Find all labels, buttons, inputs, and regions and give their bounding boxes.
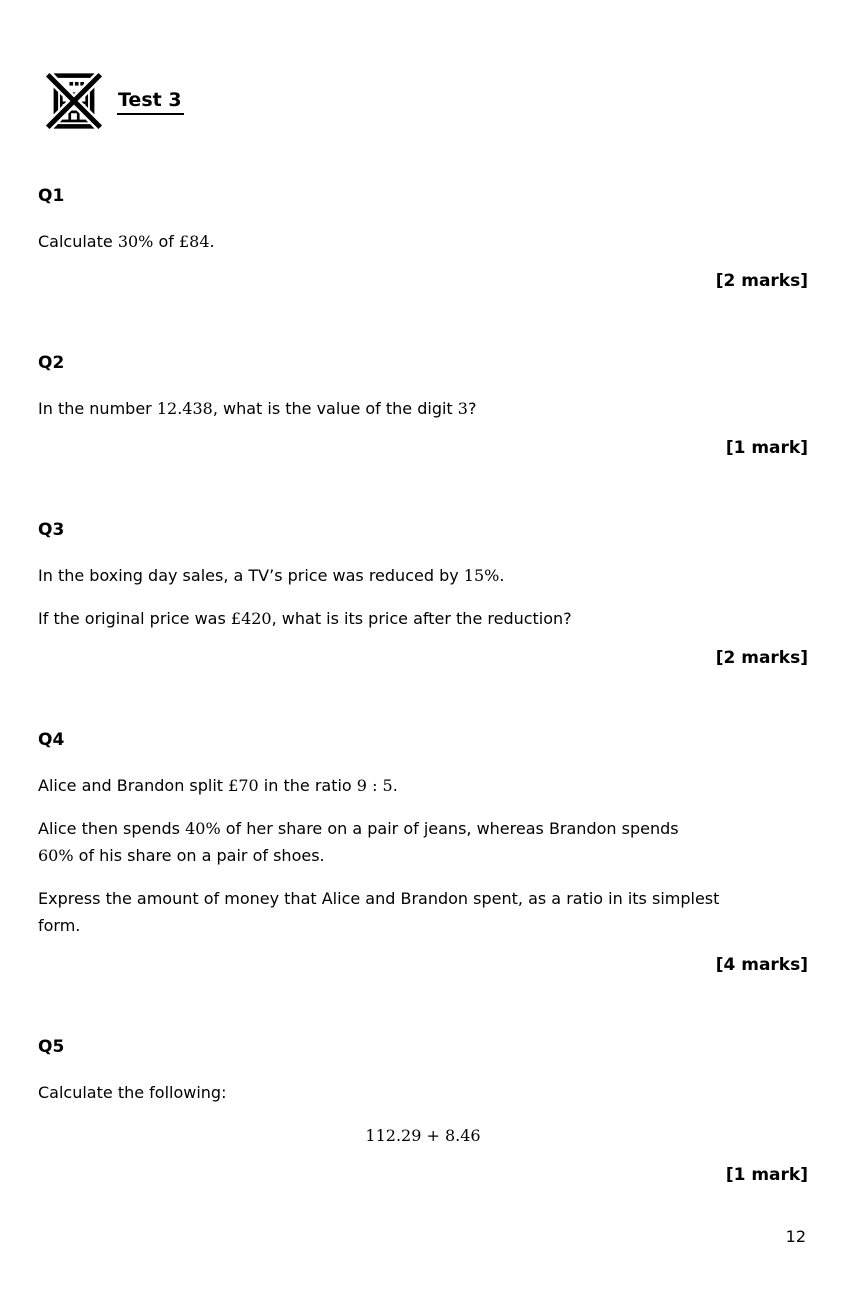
question-paragraph xyxy=(38,605,808,632)
body-text: Express the amount of money that Alice and Brandon spent, as a ratio in its simplest xyxy=(38,889,720,908)
question-block xyxy=(38,353,808,458)
page-header xyxy=(45,72,808,130)
question-block xyxy=(38,1037,808,1185)
question-paragraphs xyxy=(38,772,808,939)
body-text: Alice and Brandon split xyxy=(38,776,229,795)
body-text: , what is the value of the digit xyxy=(212,399,458,418)
marks-label: [2 marks] xyxy=(715,648,808,668)
question-paragraph xyxy=(38,395,808,422)
body-text: . xyxy=(499,566,505,585)
body-text: , what is its price after the reduction? xyxy=(271,609,572,628)
question-block xyxy=(38,520,808,668)
marks-label: [4 marks] xyxy=(715,955,808,975)
page-number: 12 xyxy=(785,1227,806,1246)
question-paragraph xyxy=(38,772,808,799)
question-paragraphs xyxy=(38,562,808,632)
body-text: of his share on a pair of shoes. xyxy=(73,846,325,865)
question-paragraph xyxy=(38,1122,808,1149)
question-paragraphs xyxy=(38,1079,808,1149)
body-text: . xyxy=(209,232,215,251)
question-paragraph xyxy=(38,562,808,589)
math-text: £420 xyxy=(230,609,272,628)
math-text: 60% xyxy=(38,846,74,865)
question-paragraphs xyxy=(38,228,808,255)
body-text: form. xyxy=(38,916,81,935)
question-block xyxy=(38,730,808,975)
body-text: in the ratio xyxy=(258,776,357,795)
math-text: 3 xyxy=(457,399,468,418)
question-paragraph xyxy=(38,1079,808,1106)
math-text: 15% xyxy=(463,566,500,585)
no-calculator-icon xyxy=(45,72,103,130)
body-text: Calculate the following: xyxy=(38,1083,227,1102)
math-text: 40% xyxy=(185,819,221,838)
math-text: 12.438 xyxy=(156,399,213,418)
body-text: of xyxy=(153,232,179,251)
question-paragraphs xyxy=(38,395,808,422)
math-text: 112.29 + 8.46 xyxy=(365,1126,481,1145)
math-text: £70 xyxy=(228,776,259,795)
body-text: Alice then spends xyxy=(38,819,186,838)
body-text: In the number xyxy=(38,399,157,418)
math-text: 30% xyxy=(117,232,154,251)
body-text: In the boxing day sales, a TV’s price was reduced by xyxy=(38,566,464,585)
question-label: Q3 xyxy=(38,520,65,540)
body-text: If the original price was xyxy=(38,609,231,628)
marks-label: [1 mark] xyxy=(725,438,808,458)
question-label: Q1 xyxy=(38,186,65,206)
question-label: Q4 xyxy=(38,730,65,750)
math-text: £84 xyxy=(178,232,210,251)
question-paragraph xyxy=(38,885,808,939)
body-text: ? xyxy=(467,399,477,418)
body-text: . xyxy=(392,776,398,795)
question-block xyxy=(38,186,808,291)
marks-label: [2 marks] xyxy=(715,271,808,291)
page-title: Test 3 xyxy=(117,88,184,115)
body-text: of her share on a pair of jeans, whereas Brandon spends xyxy=(220,819,679,838)
question-paragraph xyxy=(38,228,808,255)
body-text: Calculate xyxy=(38,232,118,251)
marks-label: [1 mark] xyxy=(725,1165,808,1185)
question-label: Q5 xyxy=(38,1037,65,1057)
question-paragraph xyxy=(38,815,808,869)
math-text: 9 : 5 xyxy=(356,776,393,795)
questions xyxy=(38,186,808,1185)
question-label: Q2 xyxy=(38,353,65,373)
